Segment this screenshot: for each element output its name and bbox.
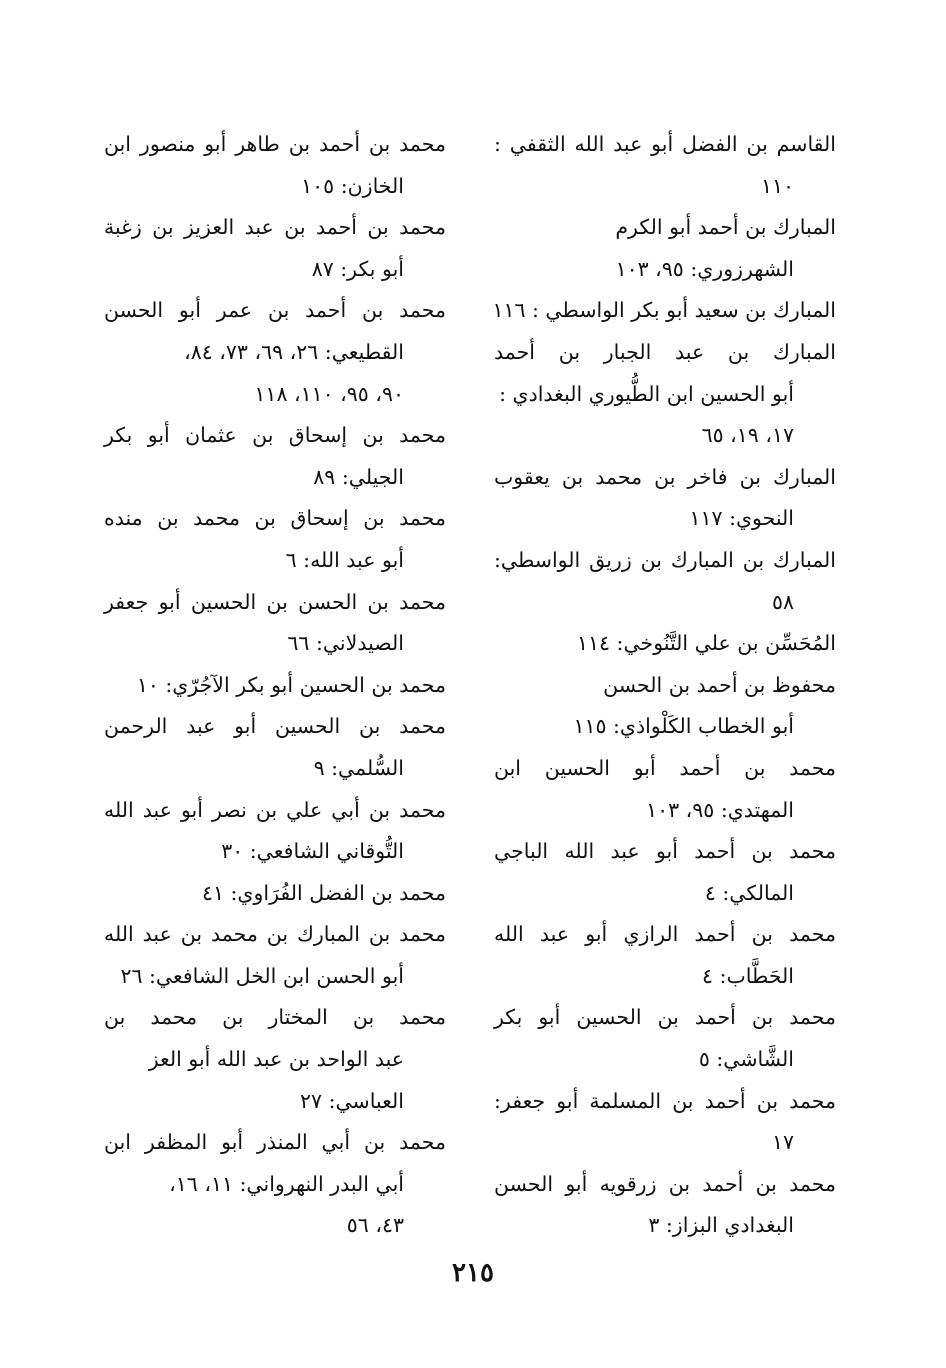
- index-entry: [104, 207, 446, 290]
- entry-continuation-line: عبد الواحد بن عبد الله أبو العز: [148, 1047, 404, 1072]
- index-entry: [494, 997, 836, 1080]
- entry-continuation-line: البغدادي البزاز: ٣: [648, 1213, 794, 1238]
- entry-continuation-line: الشَّاشي: ٥: [698, 1047, 794, 1072]
- index-entry: [494, 665, 836, 748]
- entry-name-line: محمد بن المختار بن محمد بن: [104, 1005, 446, 1030]
- entry-continuation-line: أبو الخطاب الكَلْواذي: ١١٥: [573, 714, 794, 739]
- index-entry: [494, 207, 836, 290]
- entry-continuation-line: أبي البدر النهرواني: ١١، ١٦،: [169, 1171, 404, 1196]
- entry-continuation-line: الحَطَّاب: ٤: [702, 963, 794, 988]
- entry-name-line: محمد بن الفضل الفُرَاوي: ٤١: [201, 880, 446, 905]
- entry-name-line: المبارك بن أحمد أبو الكرم: [615, 215, 836, 240]
- index-entry: [494, 623, 836, 665]
- index-entry: [104, 790, 446, 873]
- index-entry: [104, 997, 446, 1122]
- entry-continuation-line: النحوي: ١١٧: [689, 506, 794, 531]
- index-entry: [494, 540, 836, 623]
- entry-name-line: محمد بن أحمد بن طاهر أبو منصور ابن: [104, 132, 446, 156]
- entry-continuation-line: السُّلمي: ٩: [313, 755, 404, 780]
- index-entry: [104, 498, 446, 581]
- entry-name-line: محمد بن الحسين أبو عبد الرحمن: [104, 714, 446, 739]
- index-entry: [104, 124, 446, 207]
- entry-continuation-line: ١١٠: [760, 173, 794, 198]
- entry-continuation-line: الصيدلاني: ٦٦: [287, 631, 404, 656]
- entry-continuation-line: الجيلي: ٨٩: [313, 464, 404, 489]
- entry-name-line: محمد بن أبي علي بن نصر أبو عبد الله: [104, 797, 446, 822]
- entry-continuation-line: أبو الحسين ابن الطُّيوري البغدادي :: [499, 381, 794, 406]
- entry-continuation-line: ١٧: [771, 1130, 794, 1155]
- index-entry: [104, 582, 446, 665]
- entry-name-line: المبارك بن عبد الجبار بن أحمد: [494, 339, 836, 364]
- entry-continuation-line: ١٧، ١٩، ٦٥: [701, 423, 794, 448]
- index-entry: [494, 332, 836, 457]
- page-number: ٢١٥: [452, 1258, 494, 1288]
- entry-name-line: المُحَسِّن بن علي التَّنُوخي: ١١٤: [576, 631, 836, 656]
- entry-name-line: محمد بن أحمد بن عبد العزيز بن زغبة: [104, 215, 446, 240]
- entry-name-line: محمد بن المبارك بن محمد بن عبد الله: [104, 922, 446, 947]
- index-entry: [494, 457, 836, 540]
- index-entry: [104, 415, 446, 498]
- entry-continuation-line: الخازن: ١٠٥: [301, 173, 404, 198]
- index-entry: [494, 1164, 836, 1247]
- entry-name-line: محمد بن الحسن بن الحسين أبو جعفر: [104, 589, 446, 614]
- index-entry: [104, 706, 446, 789]
- entry-name-line: محمد بن أحمد الرازي أبو عبد الله: [494, 922, 836, 947]
- index-entry: [494, 831, 836, 914]
- index-entry: [494, 290, 836, 332]
- index-entry: [494, 914, 836, 997]
- entry-continuation-line: التُّوقاني الشافعي: ٣٠: [221, 839, 404, 864]
- entry-continuation-line: أبو بكر: ٨٧: [311, 256, 404, 281]
- entry-name-line: محمد بن إسحاق بن عثمان أبو بكر: [104, 423, 446, 448]
- right-column: [494, 124, 836, 1247]
- entry-continuation-line: العباسي: ٢٧: [300, 1088, 404, 1113]
- entry-continuation-line: الشهرزوري: ٩٥، ١٠٣: [615, 256, 794, 281]
- left-column: [104, 124, 446, 1247]
- index-entry: [494, 1081, 836, 1164]
- entry-name-line: محمد بن أحمد أبو عبد الله الباجي: [494, 839, 836, 864]
- entry-continuation-line: المهتدي: ٩٥، ١٠٣: [646, 797, 794, 822]
- entry-name-line: محمد بن أحمد بن المسلمة أبو جعفر:: [494, 1088, 836, 1113]
- entry-continuation-line: ٤٣، ٥٦: [346, 1213, 404, 1238]
- entry-name-line: المبارك بن فاخر بن محمد بن يعقوب: [494, 464, 836, 489]
- index-entry: [104, 665, 446, 707]
- entry-name-line: محمد بن الحسين أبو بكر الآجُرّي: ١٠: [136, 672, 446, 697]
- entry-name-line: محمد بن أحمد بن زرقويه أبو الحسن: [494, 1171, 836, 1196]
- entry-name-line: محمد بن إسحاق بن محمد بن منده: [104, 506, 446, 531]
- entry-name-line: القاسم بن الفضل أبو عبد الله الثقفي :: [494, 132, 836, 156]
- index-entry: [104, 1122, 446, 1247]
- entry-name-line: محمد بن أحمد بن عمر أبو الحسن: [104, 298, 446, 323]
- entry-continuation-line: المالكي: ٤: [704, 880, 794, 905]
- index-entry: [104, 914, 446, 997]
- entry-continuation-line: أبو الحسن ابن الخل الشافعي: ٢٦: [120, 963, 404, 988]
- entry-name-line: المبارك بن سعيد أبو بكر الواسطي : ١١٦: [492, 298, 836, 323]
- entry-continuation-line: ٥٨: [771, 589, 794, 614]
- entry-name-line: محمد بن أحمد بن الحسين أبو بكر: [494, 1005, 836, 1030]
- entry-name-line: محمد بن أحمد أبو الحسين ابن: [494, 755, 836, 780]
- entry-name-line: محمد بن أبي المنذر أبو المظفر ابن: [104, 1130, 446, 1155]
- entry-continuation-line: أبو عبد الله: ٦: [285, 547, 404, 572]
- index-entry: [494, 124, 836, 207]
- entry-continuation-line: ٩٠، ٩٥، ١١٠، ١١٨: [254, 381, 404, 406]
- index-entry: [104, 873, 446, 915]
- entry-name-line: المبارك بن المبارك بن زريق الواسطي:: [494, 547, 836, 572]
- index-entry: [494, 748, 836, 831]
- entry-name-line: محفوظ بن أحمد بن الحسن: [603, 672, 836, 697]
- entry-continuation-line: القطيعي: ٢٦، ٦٩، ٧٣، ٨٤،: [184, 339, 404, 364]
- index-entry: [104, 290, 446, 415]
